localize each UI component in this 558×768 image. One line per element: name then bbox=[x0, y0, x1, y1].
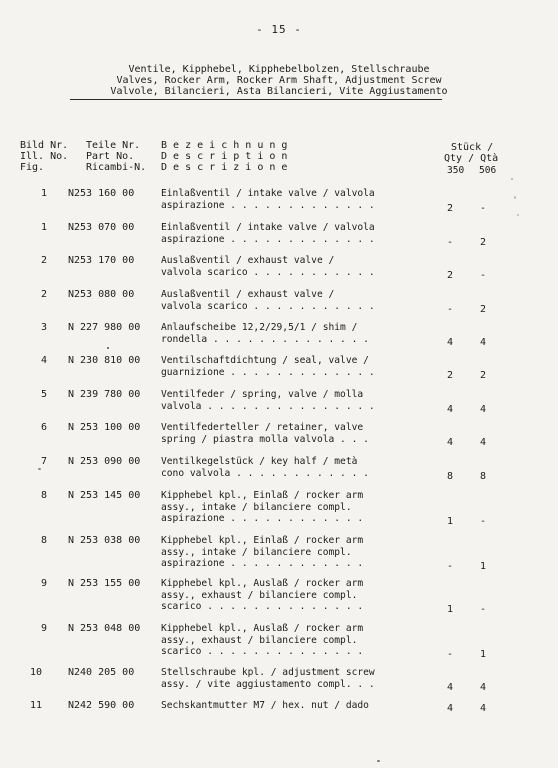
figure-number: 11 bbox=[30, 700, 43, 711]
description-line: Ventilschaftdichtung / seal, valve / bbox=[161, 355, 369, 366]
figure-number: 9 bbox=[41, 623, 48, 634]
description-line: assy., intake / bilanciere compl. bbox=[161, 501, 352, 513]
qty-506: 4 bbox=[479, 336, 487, 348]
description-line: aspirazione . . . . . . . . . . . . . bbox=[161, 199, 375, 211]
qty-350: 1 bbox=[446, 604, 454, 615]
part-number: N 253 155 00 bbox=[68, 578, 141, 589]
qty-350: 4 bbox=[446, 436, 454, 448]
qty-350: - bbox=[446, 236, 454, 248]
description-line: Auslaßventil / exhaust valve / bbox=[161, 255, 335, 266]
figure-number: 8 bbox=[41, 535, 48, 546]
scan-speck bbox=[377, 760, 380, 762]
part-number: N 253 090 00 bbox=[68, 456, 141, 467]
description-line: assy. / vite aggiustamento compl. . . bbox=[161, 678, 375, 690]
qty-506: 8 bbox=[479, 470, 487, 482]
header-bez-en: D e s c r i p t i o n bbox=[161, 151, 288, 162]
header-bild-de: Bild Nr. bbox=[20, 140, 69, 151]
title-line-english: Valves, Rocker Arm, Rocker Arm Shaft, Adjustment Screw bbox=[116, 75, 442, 86]
header-teile-it: Ricambi-N. bbox=[86, 162, 147, 173]
figure-number: 1 bbox=[41, 222, 48, 233]
scan-speck bbox=[107, 347, 109, 349]
qty-506: 1 bbox=[479, 561, 487, 572]
figure-number: 4 bbox=[41, 355, 48, 366]
figure-number: 5 bbox=[41, 389, 48, 400]
figure-number: 2 bbox=[41, 289, 48, 300]
description-line: aspirazione . . . . . . . . . . . . bbox=[161, 513, 364, 524]
qty-506: 2 bbox=[479, 303, 487, 315]
header-teile-en: Part No. bbox=[86, 151, 135, 162]
description-line: Ventilfederteller / retainer, valve bbox=[161, 422, 364, 433]
description-line: assy., exhaust / bilanciere compl. bbox=[161, 589, 358, 601]
part-number: N253 170 00 bbox=[68, 255, 135, 266]
figure-number: 10 bbox=[30, 667, 43, 678]
header-bez-it: D e s c r i z i o n e bbox=[161, 162, 288, 173]
description-line: rondella . . . . . . . . . . . . . . bbox=[161, 333, 369, 345]
figure-number: 2 bbox=[41, 255, 48, 266]
header-model-350: 350 bbox=[447, 165, 465, 176]
qty-506: 4 bbox=[479, 703, 487, 714]
description-line: assy., exhaust / bilanciere compl. bbox=[161, 634, 358, 646]
part-number: N 230 810 00 bbox=[68, 355, 141, 366]
header-bez-de: B e z e i c h n u n g bbox=[161, 140, 288, 151]
description-line: Kipphebel kpl., Einlaß / rocker arm bbox=[161, 490, 364, 501]
description-line: guarnizione . . . . . . . . . . . . . bbox=[161, 366, 375, 378]
qty-350: 8 bbox=[446, 470, 454, 482]
qty-350: 4 bbox=[446, 703, 454, 714]
qty-506: 1 bbox=[479, 649, 487, 660]
part-number: N253 160 00 bbox=[68, 188, 135, 199]
header-bild-it: Fig. bbox=[20, 162, 45, 173]
description-line: Kipphebel kpl., Einlaß / rocker arm bbox=[161, 535, 364, 546]
qty-350: - bbox=[446, 561, 454, 572]
qty-506: - bbox=[479, 516, 487, 527]
qty-506: 4 bbox=[479, 403, 487, 415]
part-number: N 253 048 00 bbox=[68, 623, 141, 634]
qty-350: 1 bbox=[446, 516, 454, 527]
description-line: scarico . . . . . . . . . . . . . . bbox=[161, 646, 364, 657]
figure-number: 8 bbox=[41, 490, 48, 501]
header-teile-de: Teile Nr. bbox=[86, 140, 141, 151]
qty-350: 4 bbox=[446, 403, 454, 415]
figure-number: 3 bbox=[41, 322, 48, 333]
scan-speck bbox=[38, 468, 41, 470]
part-number: N 239 780 00 bbox=[68, 389, 141, 400]
page-number: - 15 - bbox=[256, 23, 302, 36]
qty-350: 2 bbox=[446, 202, 454, 214]
part-number: N240 205 00 bbox=[68, 667, 135, 678]
header-stueck: Stück / bbox=[451, 142, 494, 153]
qty-506: 4 bbox=[479, 436, 487, 448]
figure-number: 6 bbox=[41, 422, 48, 433]
title-line-german: Ventile, Kipphebel, Kipphebelbolzen, Stellschraube bbox=[128, 64, 430, 75]
part-number: N 253 145 00 bbox=[68, 490, 141, 501]
header-qty: Qty / Qtà bbox=[444, 153, 499, 164]
description-line: cono valvola . . . . . . . . . . . . bbox=[161, 467, 369, 479]
description-line: Ventilfeder / spring, valve / molla bbox=[161, 389, 364, 400]
qty-506: - bbox=[479, 269, 487, 281]
description-line: Stellschraube kpl. / adjustment screw bbox=[161, 667, 375, 678]
part-number: N253 080 00 bbox=[68, 289, 135, 300]
header-model-506: 506 bbox=[479, 165, 497, 176]
description-line: valvola scarico . . . . . . . . . . . bbox=[161, 300, 375, 312]
description-line: Sechskantmutter M7 / hex. nut / dado bbox=[161, 700, 369, 711]
scan-speck bbox=[517, 214, 519, 216]
part-number: N 253 100 00 bbox=[68, 422, 141, 433]
description-line: Einlaßventil / intake valve / valvola bbox=[161, 222, 375, 233]
description-line: Auslaßventil / exhaust valve / bbox=[161, 289, 335, 300]
part-number: N 227 980 00 bbox=[68, 322, 141, 333]
description-line: Ventilkegelstück / key half / metà bbox=[161, 456, 358, 467]
title-line-italian: Valvole, Bilancieri, Asta Bilancieri, Vite Aggiustamento bbox=[110, 86, 448, 97]
qty-506: 4 bbox=[479, 681, 487, 693]
scan-speck bbox=[514, 196, 516, 199]
description-line: assy., intake / bilanciere compl. bbox=[161, 546, 352, 558]
description-line: aspirazione . . . . . . . . . . . . bbox=[161, 558, 364, 569]
qty-350: 2 bbox=[446, 269, 454, 281]
description-line: valvola . . . . . . . . . . . . . . . bbox=[161, 400, 375, 412]
header-bild-en: Ill. No. bbox=[20, 151, 69, 162]
description-line: Kipphebel kpl., Auslaß / rocker arm bbox=[161, 578, 364, 589]
qty-506: - bbox=[479, 202, 487, 214]
description-line: scarico . . . . . . . . . . . . . . bbox=[161, 601, 364, 612]
title-underline bbox=[70, 99, 442, 100]
qty-350: 4 bbox=[446, 681, 454, 693]
qty-506: 2 bbox=[479, 236, 487, 248]
qty-350: 2 bbox=[446, 369, 454, 381]
qty-350: - bbox=[446, 649, 454, 660]
figure-number: 1 bbox=[41, 188, 48, 199]
qty-506: 2 bbox=[479, 369, 487, 381]
description-line: aspirazione . . . . . . . . . . . . . bbox=[161, 233, 375, 245]
description-line: Einlaßventil / intake valve / valvola bbox=[161, 188, 375, 199]
description-line: spring / piastra molla valvola . . . bbox=[161, 433, 369, 445]
description-line: Anlaufscheibe 12,2/29,5/1 / shim / bbox=[161, 322, 358, 333]
qty-506: - bbox=[479, 604, 487, 615]
part-number: N242 590 00 bbox=[68, 700, 135, 711]
part-number: N 253 038 00 bbox=[68, 535, 141, 546]
part-number: N253 070 00 bbox=[68, 222, 135, 233]
figure-number: 7 bbox=[41, 456, 48, 467]
qty-350: 4 bbox=[446, 336, 454, 348]
figure-number: 9 bbox=[41, 578, 48, 589]
description-line: valvola scarico . . . . . . . . . . . bbox=[161, 266, 375, 278]
description-line: Kipphebel kpl., Auslaß / rocker arm bbox=[161, 623, 364, 634]
scan-speck bbox=[511, 178, 513, 180]
qty-350: - bbox=[446, 303, 454, 315]
